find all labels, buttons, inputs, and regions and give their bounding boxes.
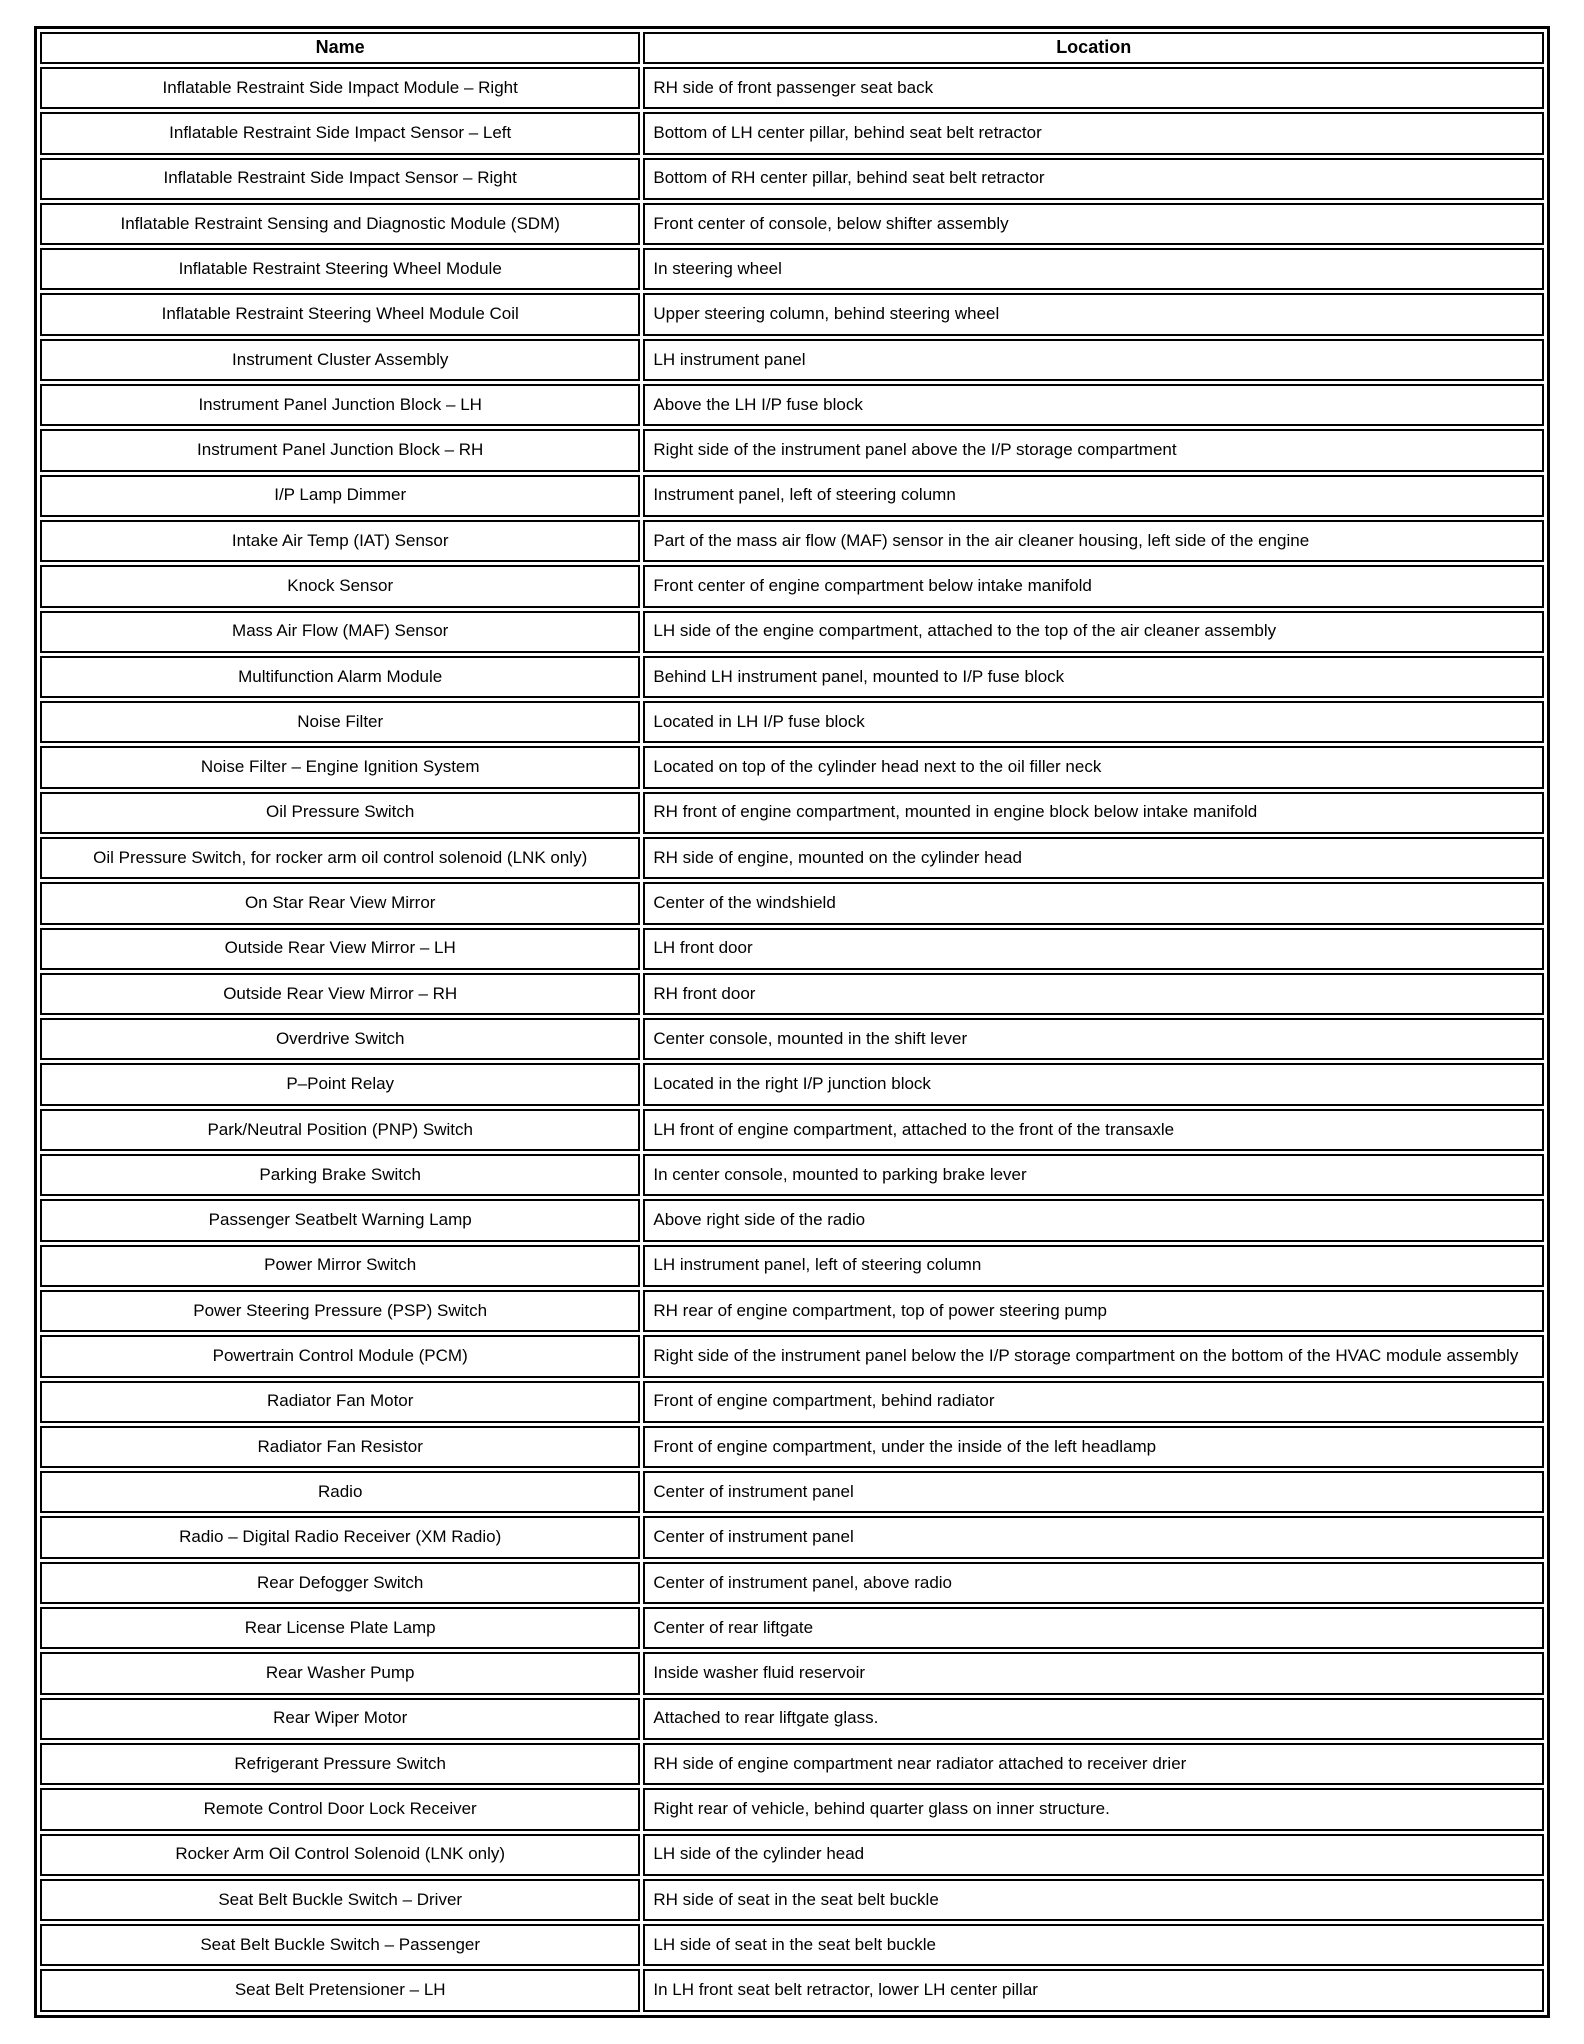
name-cell: Seat Belt Buckle Switch – Driver xyxy=(40,1879,640,1921)
name-cell: Multifunction Alarm Module xyxy=(40,656,640,698)
location-cell: Bottom of RH center pillar, behind seat belt retractor xyxy=(643,158,1544,200)
name-cell: Power Steering Pressure (PSP) Switch xyxy=(40,1290,640,1332)
table-row xyxy=(40,429,1544,471)
name-cell: Radiator Fan Resistor xyxy=(40,1426,640,1468)
table-row xyxy=(40,475,1544,517)
name-cell: Park/Neutral Position (PNP) Switch xyxy=(40,1109,640,1151)
table-row xyxy=(40,293,1544,335)
table-row xyxy=(40,701,1544,743)
table-row xyxy=(40,1290,1544,1332)
name-cell: Rear Wiper Motor xyxy=(40,1698,640,1740)
table-body xyxy=(40,67,1544,2012)
table-row xyxy=(40,1381,1544,1423)
table-row xyxy=(40,928,1544,970)
table-row xyxy=(40,656,1544,698)
location-cell: Bottom of LH center pillar, behind seat belt retractor xyxy=(643,112,1544,154)
name-cell: Passenger Seatbelt Warning Lamp xyxy=(40,1199,640,1241)
name-cell: I/P Lamp Dimmer xyxy=(40,475,640,517)
table-row xyxy=(40,67,1544,109)
name-cell: Noise Filter xyxy=(40,701,640,743)
table-row xyxy=(40,611,1544,653)
name-cell: Inflatable Restraint Side Impact Sensor – Left xyxy=(40,112,640,154)
location-cell: Above the LH I/P fuse block xyxy=(643,384,1544,426)
name-cell: On Star Rear View Mirror xyxy=(40,882,640,924)
location-cell: RH side of seat in the seat belt buckle xyxy=(643,1879,1544,1921)
table-row xyxy=(40,1562,1544,1604)
name-cell: Refrigerant Pressure Switch xyxy=(40,1743,640,1785)
location-cell: Instrument panel, left of steering column xyxy=(643,475,1544,517)
header-row xyxy=(40,32,1544,64)
name-cell: Intake Air Temp (IAT) Sensor xyxy=(40,520,640,562)
location-cell: Part of the mass air flow (MAF) sensor in the air cleaner housing, left side of the engine xyxy=(643,520,1544,562)
table-row xyxy=(40,1788,1544,1830)
table-row xyxy=(40,1471,1544,1513)
location-cell: LH instrument panel, left of steering column xyxy=(643,1245,1544,1287)
name-cell: Overdrive Switch xyxy=(40,1018,640,1060)
name-cell: Rocker Arm Oil Control Solenoid (LNK only) xyxy=(40,1834,640,1876)
table-row xyxy=(40,1834,1544,1876)
location-cell: LH side of seat in the seat belt buckle xyxy=(643,1924,1544,1966)
location-cell: Front center of console, below shifter assembly xyxy=(643,203,1544,245)
table-row xyxy=(40,248,1544,290)
table-row xyxy=(40,1698,1544,1740)
table-row xyxy=(40,1018,1544,1060)
name-cell: Inflatable Restraint Side Impact Module – Right xyxy=(40,67,640,109)
table-row xyxy=(40,1109,1544,1151)
name-cell: Outside Rear View Mirror – RH xyxy=(40,973,640,1015)
location-cell: LH side of the engine compartment, attached to the top of the air cleaner assembly xyxy=(643,611,1544,653)
table-row xyxy=(40,203,1544,245)
table-row xyxy=(40,1607,1544,1649)
name-cell: Inflatable Restraint Sensing and Diagnostic Module (SDM) xyxy=(40,203,640,245)
name-cell: Rear License Plate Lamp xyxy=(40,1607,640,1649)
location-cell: Center of instrument panel xyxy=(643,1471,1544,1513)
name-cell: Powertrain Control Module (PCM) xyxy=(40,1335,640,1377)
location-cell: Right side of the instrument panel below the I/P storage compartment on the bottom of the HVAC module assembly xyxy=(643,1335,1544,1377)
name-cell: Oil Pressure Switch, for rocker arm oil control solenoid (LNK only) xyxy=(40,837,640,879)
location-cell: Front of engine compartment, under the inside of the left headlamp xyxy=(643,1426,1544,1468)
name-cell: Radio – Digital Radio Receiver (XM Radio) xyxy=(40,1516,640,1558)
name-cell: Radiator Fan Motor xyxy=(40,1381,640,1423)
location-cell: Located in the right I/P junction block xyxy=(643,1063,1544,1105)
table-row xyxy=(40,1199,1544,1241)
table-row xyxy=(40,158,1544,200)
table-row xyxy=(40,1879,1544,1921)
location-cell: RH front of engine compartment, mounted in engine block below intake manifold xyxy=(643,792,1544,834)
name-cell: Instrument Panel Junction Block – RH xyxy=(40,429,640,471)
name-cell: Instrument Cluster Assembly xyxy=(40,339,640,381)
name-cell: Rear Defogger Switch xyxy=(40,1562,640,1604)
location-cell: Right rear of vehicle, behind quarter glass on inner structure. xyxy=(643,1788,1544,1830)
column-header-name: Name xyxy=(40,32,640,64)
location-cell: In steering wheel xyxy=(643,248,1544,290)
table-row xyxy=(40,1652,1544,1694)
table-row xyxy=(40,1335,1544,1377)
table-row xyxy=(40,1063,1544,1105)
name-cell: Oil Pressure Switch xyxy=(40,792,640,834)
location-cell: Located on top of the cylinder head next to the oil filler neck xyxy=(643,746,1544,788)
table-row xyxy=(40,1743,1544,1785)
name-cell: P–Point Relay xyxy=(40,1063,640,1105)
table-row xyxy=(40,792,1544,834)
table-row xyxy=(40,1969,1544,2012)
name-cell: Knock Sensor xyxy=(40,565,640,607)
location-cell: LH side of the cylinder head xyxy=(643,1834,1544,1876)
location-cell: Center of rear liftgate xyxy=(643,1607,1544,1649)
table-row xyxy=(40,1245,1544,1287)
location-cell: Upper steering column, behind steering wheel xyxy=(643,293,1544,335)
table-row xyxy=(40,1426,1544,1468)
name-cell: Radio xyxy=(40,1471,640,1513)
table-row xyxy=(40,1516,1544,1558)
name-cell: Power Mirror Switch xyxy=(40,1245,640,1287)
table-row xyxy=(40,112,1544,154)
location-cell: Center of instrument panel xyxy=(643,1516,1544,1558)
column-header-location: Location xyxy=(643,32,1544,64)
location-cell: RH front door xyxy=(643,973,1544,1015)
table-row xyxy=(40,973,1544,1015)
location-cell: Center of the windshield xyxy=(643,882,1544,924)
name-cell: Inflatable Restraint Steering Wheel Module xyxy=(40,248,640,290)
table-row xyxy=(40,565,1544,607)
location-cell: RH side of engine compartment near radiator attached to receiver drier xyxy=(643,1743,1544,1785)
location-cell: In center console, mounted to parking brake lever xyxy=(643,1154,1544,1196)
location-cell: RH rear of engine compartment, top of power steering pump xyxy=(643,1290,1544,1332)
name-cell: Remote Control Door Lock Receiver xyxy=(40,1788,640,1830)
name-cell: Inflatable Restraint Side Impact Sensor – Right xyxy=(40,158,640,200)
location-cell: LH instrument panel xyxy=(643,339,1544,381)
location-cell: RH side of engine, mounted on the cylinder head xyxy=(643,837,1544,879)
table-row xyxy=(40,520,1544,562)
table-row xyxy=(40,339,1544,381)
location-cell: LH front of engine compartment, attached to the front of the transaxle xyxy=(643,1109,1544,1151)
location-cell: Front center of engine compartment below intake manifold xyxy=(643,565,1544,607)
location-cell: Inside washer fluid reservoir xyxy=(643,1652,1544,1694)
location-cell: Right side of the instrument panel above the I/P storage compartment xyxy=(643,429,1544,471)
location-cell: Center of instrument panel, above radio xyxy=(643,1562,1544,1604)
name-cell: Outside Rear View Mirror – LH xyxy=(40,928,640,970)
location-cell: Located in LH I/P fuse block xyxy=(643,701,1544,743)
location-cell: RH side of front passenger seat back xyxy=(643,67,1544,109)
name-cell: Parking Brake Switch xyxy=(40,1154,640,1196)
table-row xyxy=(40,882,1544,924)
location-cell: Front of engine compartment, behind radiator xyxy=(643,1381,1544,1423)
name-cell: Seat Belt Buckle Switch – Passenger xyxy=(40,1924,640,1966)
location-cell: LH front door xyxy=(643,928,1544,970)
table-row xyxy=(40,746,1544,788)
name-cell: Noise Filter – Engine Ignition System xyxy=(40,746,640,788)
table-row xyxy=(40,384,1544,426)
table-row xyxy=(40,837,1544,879)
name-cell: Inflatable Restraint Steering Wheel Module Coil xyxy=(40,293,640,335)
location-cell: Attached to rear liftgate glass. xyxy=(643,1698,1544,1740)
table-row xyxy=(40,1924,1544,1966)
name-cell: Seat Belt Pretensioner – LH xyxy=(40,1969,640,2012)
location-cell: Above right side of the radio xyxy=(643,1199,1544,1241)
name-cell: Instrument Panel Junction Block – LH xyxy=(40,384,640,426)
location-cell: In LH front seat belt retractor, lower LH center pillar xyxy=(643,1969,1544,2012)
location-cell: Behind LH instrument panel, mounted to I/P fuse block xyxy=(643,656,1544,698)
location-cell: Center console, mounted in the shift lever xyxy=(643,1018,1544,1060)
table-row xyxy=(40,1154,1544,1196)
name-cell: Rear Washer Pump xyxy=(40,1652,640,1694)
component-location-table xyxy=(34,26,1550,2018)
name-cell: Mass Air Flow (MAF) Sensor xyxy=(40,611,640,653)
